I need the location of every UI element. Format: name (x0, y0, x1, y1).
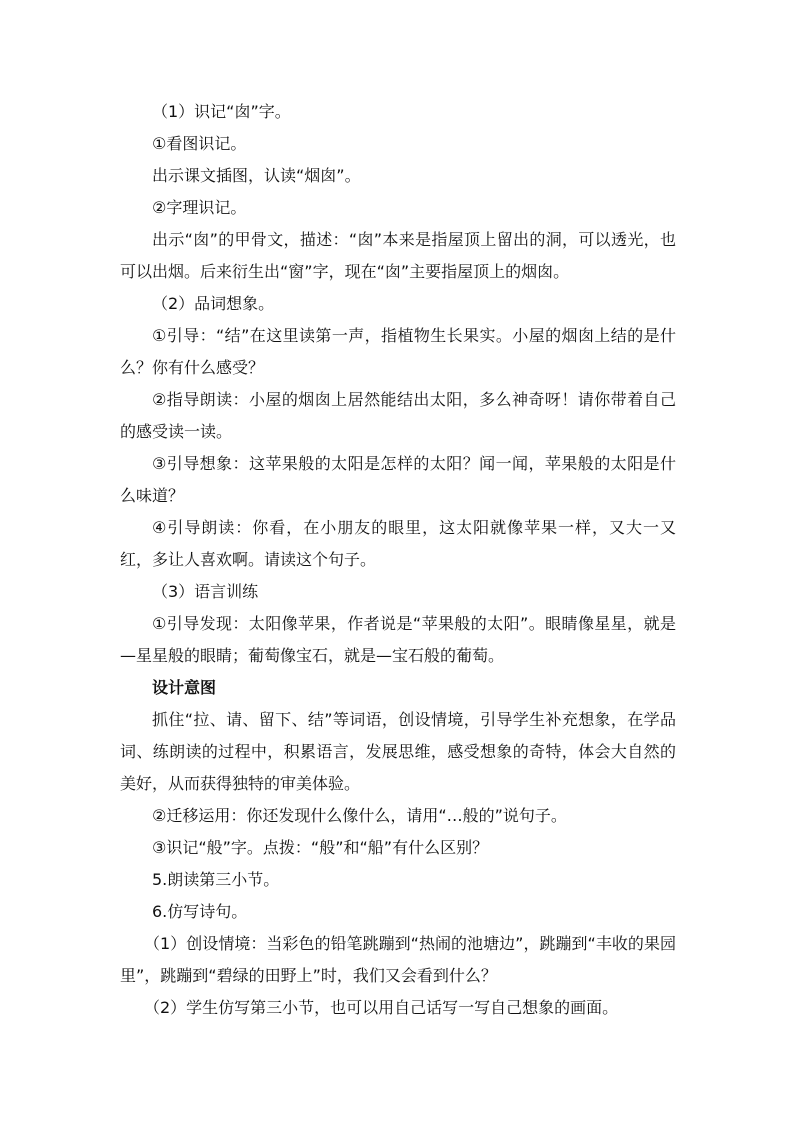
paragraph: ②指导朗读：小屋的烟囱上居然能结出太阳，多么神奇呀！请你带着自己的感受读一读。 (120, 390, 676, 441)
paragraph: ①引导发现：太阳像苹果，作者说是“苹果般的太阳”。眼睛像星星，就是—星星般的眼睛；葡萄像宝石，就是—宝石般的葡萄。 (120, 614, 676, 665)
document-body (120, 96, 676, 1024)
paragraph: 抓住“拉、请、留下、结”等词语，创设情境，引导学生补充想象，在学品词、练朗读的过程中，积累语言，发展思维，感受想象的奇特，体会大自然的美好，从而获得独特的审美体验。 (120, 710, 676, 793)
paragraph-heading-1: （1）识记“囱”字。 (152, 102, 291, 121)
paragraph: ③识记“般”字。点拨：“般”和“船”有什么区别？ (152, 838, 489, 857)
paragraph: 6.仿写诗句。 (152, 902, 248, 921)
paragraph: 出示“囱”的甲骨文，描述：“囱”本来是指屋顶上留出的洞，可以透光，也可以出烟。后来衍生出“窗”字，现在“囱”主要指屋顶上的烟囱。 (120, 230, 676, 281)
paragraph: ②迁移运用：你还发现什么像什么，请用“…般的”说句子。 (152, 806, 567, 825)
section-title-design-intent: 设计意图 (152, 678, 217, 697)
paragraph: （2）学生仿写第三小节，也可以用自己话写一写自己想象的画面。 (144, 998, 619, 1017)
paragraph: ④引导朗读：你看，在小朋友的眼里，这太阳就像苹果一样，又大一又红，多让人喜欢啊。请读这个句子。 (120, 518, 676, 569)
paragraph: ③引导想象：这苹果般的太阳是怎样的太阳？闻一闻，苹果般的太阳是什么味道？ (120, 454, 676, 505)
paragraph-heading-2: （2）品词想象。 (152, 294, 275, 313)
paragraph: （1）创设情境：当彩色的铅笔跳蹦到“热闹的池塘边”，跳蹦到“丰收的果园里”，跳蹦到“碧绿的田野上”时，我们又会看到什么？ (120, 934, 676, 985)
paragraph-heading-3: （3）语言训练 (152, 582, 259, 601)
paragraph: ①引导：“结”在这里读第一声，指植物生长果实。小屋的烟囱上结的是什么？你有什么感受？ (120, 326, 676, 377)
paragraph: ②字理识记。 (152, 198, 247, 217)
paragraph: ①看图识记。 (152, 134, 247, 153)
paragraph: 出示课文插图，认读“烟囱”。 (152, 166, 361, 185)
paragraph: 5.朗读第三小节。 (152, 870, 280, 889)
